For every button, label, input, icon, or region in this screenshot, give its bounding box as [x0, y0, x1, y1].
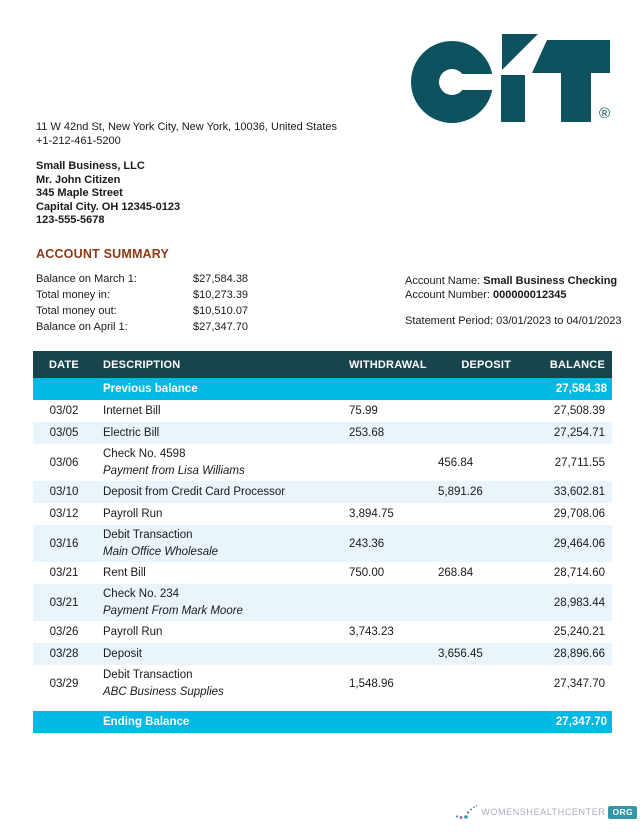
transaction-row [33, 562, 612, 584]
table-gap [33, 702, 612, 711]
transaction-description-main: Debit Transaction [103, 529, 193, 541]
account-number-line [405, 288, 637, 302]
bank-phone: +1-212-461-5200 [36, 134, 121, 147]
transaction-date: 03/21 [49, 567, 79, 579]
account-info-block [405, 274, 637, 328]
summary-label: Total money out: [36, 305, 117, 317]
deposit-amount: 456.84 [438, 456, 474, 469]
customer-address-block [36, 160, 180, 228]
transaction-row [33, 422, 612, 444]
withdrawal-amount: 3,894.75 [349, 508, 394, 520]
transaction-description-main: Electric Bill [103, 427, 160, 439]
summary-label: Balance on March 1: [36, 273, 137, 285]
watermark [454, 804, 637, 820]
customer-city: Capital City. OH 12345-0123 [36, 200, 181, 213]
summary-value: $10,510.07 [193, 305, 249, 317]
transaction-row [33, 481, 612, 503]
withdrawal-amount: 75.99 [349, 405, 378, 417]
transaction-description-main: Debit Transaction [103, 669, 193, 681]
transaction-description [95, 528, 345, 559]
transaction-description [95, 668, 345, 699]
transaction-date: 03/12 [49, 508, 79, 520]
watermark-site-name: WOMENSHEALTHCENTER [481, 807, 606, 817]
header-description: DESCRIPTION [103, 358, 181, 371]
customer-company: Small Business, LLC [36, 160, 145, 172]
customer-street: 345 Maple Street [36, 187, 123, 199]
transaction-row [33, 621, 612, 643]
table-header-row [33, 351, 612, 378]
balance-amount: 27,347.70 [553, 677, 605, 690]
watermark-dots-icon [454, 804, 478, 820]
summary-value: $10,273.39 [193, 289, 249, 301]
summary-value: $27,584.38 [193, 273, 249, 285]
statement-period: Statement Period: 03/01/2023 to 04/01/2023 [405, 315, 622, 327]
balance-amount: 33,602.81 [553, 486, 605, 498]
transaction-description [95, 404, 345, 418]
transaction-description-note: Payment From Mark Moore [103, 605, 243, 617]
deposit-amount: 268.84 [438, 567, 474, 579]
withdrawal-amount: 750.00 [349, 567, 385, 579]
withdrawal-amount: 253.68 [349, 427, 385, 439]
transaction-description-main: Payroll Run [103, 508, 163, 520]
transaction-description-note: Payment from Lisa Williams [103, 465, 245, 477]
cit-bank-logo [405, 34, 615, 124]
balance-amount: 25,240.21 [553, 626, 605, 638]
transaction-description [95, 647, 345, 661]
header-withdrawal: WITHDRAWAL [349, 358, 427, 371]
transaction-date: 03/05 [49, 427, 79, 439]
transaction-date: 03/28 [49, 648, 79, 660]
transaction-row [33, 584, 612, 621]
header-date: DATE [49, 358, 79, 371]
customer-phone: 123-555-5678 [36, 214, 105, 226]
summary-value: $27,347.70 [193, 321, 249, 333]
deposit-amount: 3,656.45 [438, 648, 483, 660]
account-name-label: Account Name: [405, 275, 481, 287]
bank-street-address: 11 W 42nd St, New York City, New York, 10036, United States [36, 121, 338, 133]
transaction-row [33, 400, 612, 422]
transaction-date: 03/06 [49, 456, 79, 469]
balance-amount: 28,983.44 [553, 596, 605, 609]
bank-address-block [36, 121, 337, 148]
balance-amount: 28,714.60 [553, 567, 605, 579]
transaction-row [33, 665, 612, 702]
summary-row [36, 287, 248, 303]
transaction-date: 03/16 [49, 537, 79, 550]
transaction-row [33, 444, 612, 481]
transactions-table [33, 351, 612, 733]
transaction-description-main: Internet Bill [103, 405, 161, 417]
transaction-description-main: Deposit [103, 648, 142, 660]
transaction-description [95, 587, 345, 618]
transaction-description-main: Rent Bill [103, 567, 146, 579]
previous-balance-label: Previous balance [103, 383, 198, 395]
balance-amount: 27,711.55 [554, 456, 605, 469]
previous-balance-row [33, 378, 612, 400]
withdrawal-amount: 243.36 [349, 537, 385, 550]
transaction-row [33, 643, 612, 665]
transaction-date: 03/21 [49, 596, 79, 609]
summary-label: Balance on April 1: [36, 321, 128, 333]
balance-amount: 27,254.71 [553, 427, 605, 439]
header-balance: BALANCE [549, 358, 605, 371]
transaction-description-main: Payroll Run [103, 626, 163, 638]
transaction-description [95, 426, 345, 440]
transaction-description-note: ABC Business Supplies [103, 686, 224, 698]
header-deposit: DEPOSIT [461, 358, 511, 371]
transaction-description [95, 507, 345, 521]
balance-amount: 27,508.39 [553, 405, 605, 417]
summary-label: Total money in: [36, 289, 110, 301]
summary-row [36, 303, 248, 319]
ending-balance-amount: 27,347.70 [555, 716, 607, 728]
transaction-description-note: Main Office Wholesale [103, 546, 219, 558]
withdrawal-amount: 1,548.96 [349, 677, 394, 690]
registered-trademark-icon: ® [599, 105, 611, 122]
previous-balance-amount: 27,584.38 [555, 383, 607, 395]
account-summary-title: ACCOUNT SUMMARY [36, 247, 170, 261]
account-name-line [405, 274, 637, 288]
transaction-date: 03/02 [49, 405, 79, 417]
ending-balance-label: Ending Balance [103, 716, 190, 728]
transaction-description-main: Check No. 234 [103, 588, 180, 600]
transaction-description-main: Deposit from Credit Card Processor [103, 486, 286, 498]
transaction-description [95, 485, 345, 499]
account-summary-table [36, 271, 248, 335]
transaction-date: 03/29 [49, 677, 79, 690]
summary-row [36, 319, 248, 335]
watermark-tld-badge: ORG [608, 806, 637, 819]
deposit-amount: 5,891.26 [438, 486, 483, 498]
account-number-value: 000000012345 [493, 289, 567, 301]
account-name-value: Small Business Checking [483, 275, 618, 287]
balance-amount: 28,896.66 [553, 648, 605, 660]
transaction-description [95, 566, 345, 580]
withdrawal-amount: 3,743.23 [349, 626, 394, 638]
transaction-date: 03/26 [49, 626, 79, 638]
ending-balance-row [33, 711, 612, 733]
transaction-description [95, 625, 345, 639]
customer-name: Mr. John Citizen [36, 173, 121, 186]
transaction-row [33, 503, 612, 525]
account-number-label: Account Number: [405, 289, 490, 301]
balance-amount: 29,708.06 [553, 508, 605, 520]
balance-amount: 29,464.06 [553, 537, 605, 550]
transaction-description [95, 447, 345, 478]
summary-row [36, 271, 248, 287]
transaction-row [33, 525, 612, 562]
transaction-description-main: Check No. 4598 [103, 448, 186, 460]
transaction-date: 03/10 [49, 486, 79, 498]
